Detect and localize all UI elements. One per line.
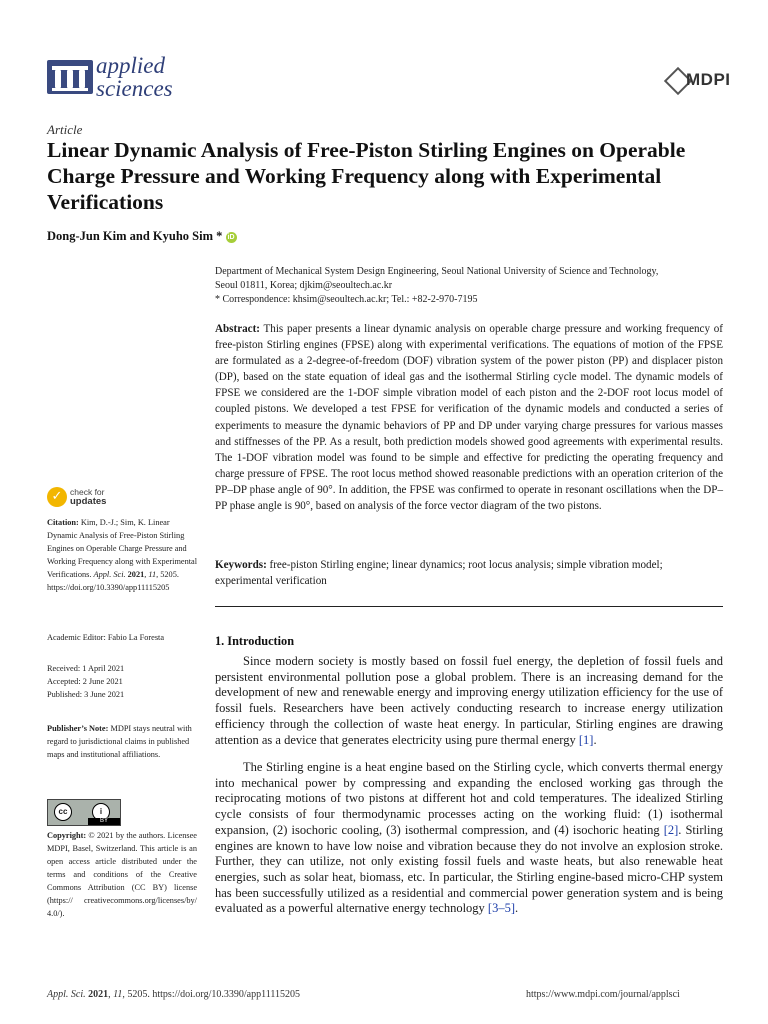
- citation-rest[interactable]: , 5205. https://doi.org/10.3390/app11115205: [47, 570, 179, 592]
- date-published: Published: 3 June 2021: [47, 690, 125, 699]
- intro-paragraph-1: [215, 654, 723, 748]
- keywords-text: free-piston Stirling engine; linear dynamics; root locus analysis; simple vibration model; experimental verification: [215, 559, 663, 588]
- publisher-logo[interactable]: [666, 66, 731, 92]
- footer-volume: 11: [113, 989, 123, 1000]
- footer-doi[interactable]: , 5205. https://doi.org/10.3390/app11115205: [122, 989, 300, 1000]
- attribution-person-icon: i: [92, 803, 110, 821]
- footer-journal-url[interactable]: https://www.mdpi.com/journal/applsci: [526, 989, 680, 1000]
- affiliation-line1: Department of Mechanical System Design Engineering, Seoul National University of Science and Technology,: [215, 266, 659, 277]
- journal-logo-icon: [47, 60, 93, 94]
- academic-editor: Academic Editor: Fabio La Foresta: [47, 633, 165, 642]
- author-list: [47, 229, 237, 244]
- journal-name[interactable]: [96, 54, 173, 100]
- orcid-icon[interactable]: iD: [227, 234, 235, 241]
- reference-link-3-5[interactable]: [3–5]: [487, 901, 515, 916]
- citation-volume: 11: [148, 570, 157, 579]
- section-divider: [215, 606, 723, 607]
- check-for-updates-button[interactable]: [47, 486, 117, 510]
- publishers-note: [47, 722, 202, 761]
- footer-citation: Appl. Sci. 2021, 11, 5205. https://doi.org/10.3390/app11115205: [47, 989, 300, 1000]
- abstract-text: This paper presents a linear dynamic analysis on operable charge pressure and working frequency of free-piston Stirling engines (FPSE) along with experimental verifications. The equations of motion of the FPSE are formulated as a 2-degree-of-freedom (DOF) vibration system of the power piston (PP) and displacer piston (DP), based on the state equation of ideal gas and the isothermal Stirling cycle model. The dynamic models of FPSE we considered are the 1-DOF simple vibration model of each piston and the 2-DOF root locus model of coupled pistons. We developed a test FPSE for verification of the dynamic models and conducted a series of experiments to measure the dynamic behaviors of PP and DP under varying charge pressures for various masses and stiffnesses of the PP. As a result, both prediction models showed good agreements with experimental results. The 1-DOF vibration model was found to be simple and effective for predicting the operating frequency and charge pressure of FPSE. The root locus method showed reasonable predictions with an operation criterion of the PP–DP phase angle of 90°. In addition, the FPSE was confirmed to operate in resonant oscillations when the DP–PP phase angle is 90°, based on analysis of the force vector diagram of the two pistons.: [215, 323, 723, 513]
- journal-name-line2: sciences: [96, 76, 173, 101]
- reference-link-1[interactable]: [1]: [578, 732, 594, 747]
- publisher-name: MDPI: [686, 70, 731, 89]
- article-title: Linear Dynamic Analysis of Free-Piston Stirling Engines on Operable Charge Pressure and Working Frequency along with Experimental Verifications: [47, 138, 686, 214]
- publication-dates: [47, 662, 202, 701]
- citation: Citation: Kim, D.-J.; Sim, K. Linear Dynamic Analysis of Free-Piston Stirling Engines on Operable Charge Pressure and Working Frequency along with Experimental Verifications. Appl. Sci. 2021, 11, 5205. https://doi.org/10.3390/app11115205: [47, 518, 198, 592]
- intro-paragraph-2: [215, 760, 723, 917]
- publishers-note-text: MDPI stays neutral with regard to jurisdictional claims in published maps and institutional affiliations.: [47, 724, 192, 759]
- check-updates-line2: updates: [70, 496, 107, 507]
- correspondence: * Correspondence: khsim@seoultech.ac.kr; Tel.: +82-2-970-7195: [215, 294, 478, 305]
- copyright: [47, 829, 197, 920]
- keywords: [215, 557, 723, 589]
- date-accepted: Accepted: 2 June 2021: [47, 677, 123, 686]
- abstract: [215, 321, 723, 514]
- checkmark-icon: ✓: [47, 487, 67, 507]
- intro-p2-end: .: [515, 901, 519, 916]
- check-updates-line1: check for: [70, 487, 105, 497]
- section-heading-introduction: 1. Introduction: [215, 634, 295, 648]
- copyright-text: © 2021 by the authors. Licensee MDPI, Basel, Switzerland. This article is an open access article distributed under the terms and conditions of the Creative Commons Attribution (CC BY) license (https:// creativecommons.org/licenses/by/ 4.0/).: [47, 831, 197, 918]
- affiliation-block: [215, 265, 725, 307]
- intro-p2-text-b: . Stirling engines are known to have low noise and vibration because they do not involve an explosion stroke. Further, they can utilize, not only existing fossil fuels and waste heats, but also renewable heat energies, such as solar heat, biomass, etc. In particular, the Stirling engine-based micro-CHP system has been successfully utilized as a residential and commercial power generation system and is being evaluated as a powerful alternative energy technology: [215, 822, 723, 916]
- cc-by-label: BY: [88, 818, 120, 825]
- date-received: Received: 1 April 2021: [47, 664, 125, 673]
- cc-icon: cc: [54, 803, 72, 821]
- citation-label: Citation:: [47, 518, 79, 527]
- journal-name-line1: applied: [96, 53, 165, 78]
- keywords-label: Keywords:: [215, 559, 267, 571]
- intro-p2-text-a: The Stirling engine is a heat engine based on the Stirling cycle, which converts thermal energy into mechanical power by compressing and expanding the enclosed working gas through the reciprocating motions of two pistons at different hot and cold temperatures. The idealized Stirling cycle consists of four thermodynamic processes acting on the working fluid: (1) isothermal expansion, (2) isochoric cooling, (3) isothermal compression, and (4) isochoric heating: [215, 760, 723, 837]
- citation-journal: Appl. Sci.: [93, 570, 126, 579]
- cc-license-badge[interactable]: [47, 799, 121, 826]
- reference-link-2[interactable]: [2]: [663, 822, 679, 837]
- footer-year: 2021: [88, 989, 109, 1000]
- publishers-note-label: Publisher’s Note:: [47, 724, 109, 733]
- intro-p1-end: .: [593, 732, 597, 747]
- copyright-label: Copyright:: [47, 831, 87, 840]
- affiliation-line2: Seoul 01811, Korea; djkim@seoultech.ac.kr: [215, 280, 393, 291]
- citation-text: Kim, D.-J.; Sim, K. Linear Dynamic Analysis of Free-Piston Stirling Engines on Operable Charge Pressure and Working Frequency along with Experimental Verifications.: [47, 518, 198, 579]
- authors-text: Dong-Jun Kim and Kyuho Sim *: [47, 229, 223, 243]
- footer-journal: Appl. Sci.: [47, 989, 86, 1000]
- abstract-label: Abstract:: [215, 323, 260, 335]
- article-type: Article: [47, 122, 83, 137]
- intro-p1-text: Since modern society is mostly based on fossil fuel energy, the depletion of fossil fuels and persistent environmental pollution pose a global problem. There is an increasing demand for the development of new and renewable energy and improving energy utilization efficiency for the use of fossil fuels. Researchers have been actively conducting research to increase energy utilization efficiency through the collection of waste heat energy. In particular, Stirling engines are drawing attention as a device that generates electricity using pure thermal energy: [215, 654, 723, 747]
- citation-year: 2021: [127, 570, 145, 579]
